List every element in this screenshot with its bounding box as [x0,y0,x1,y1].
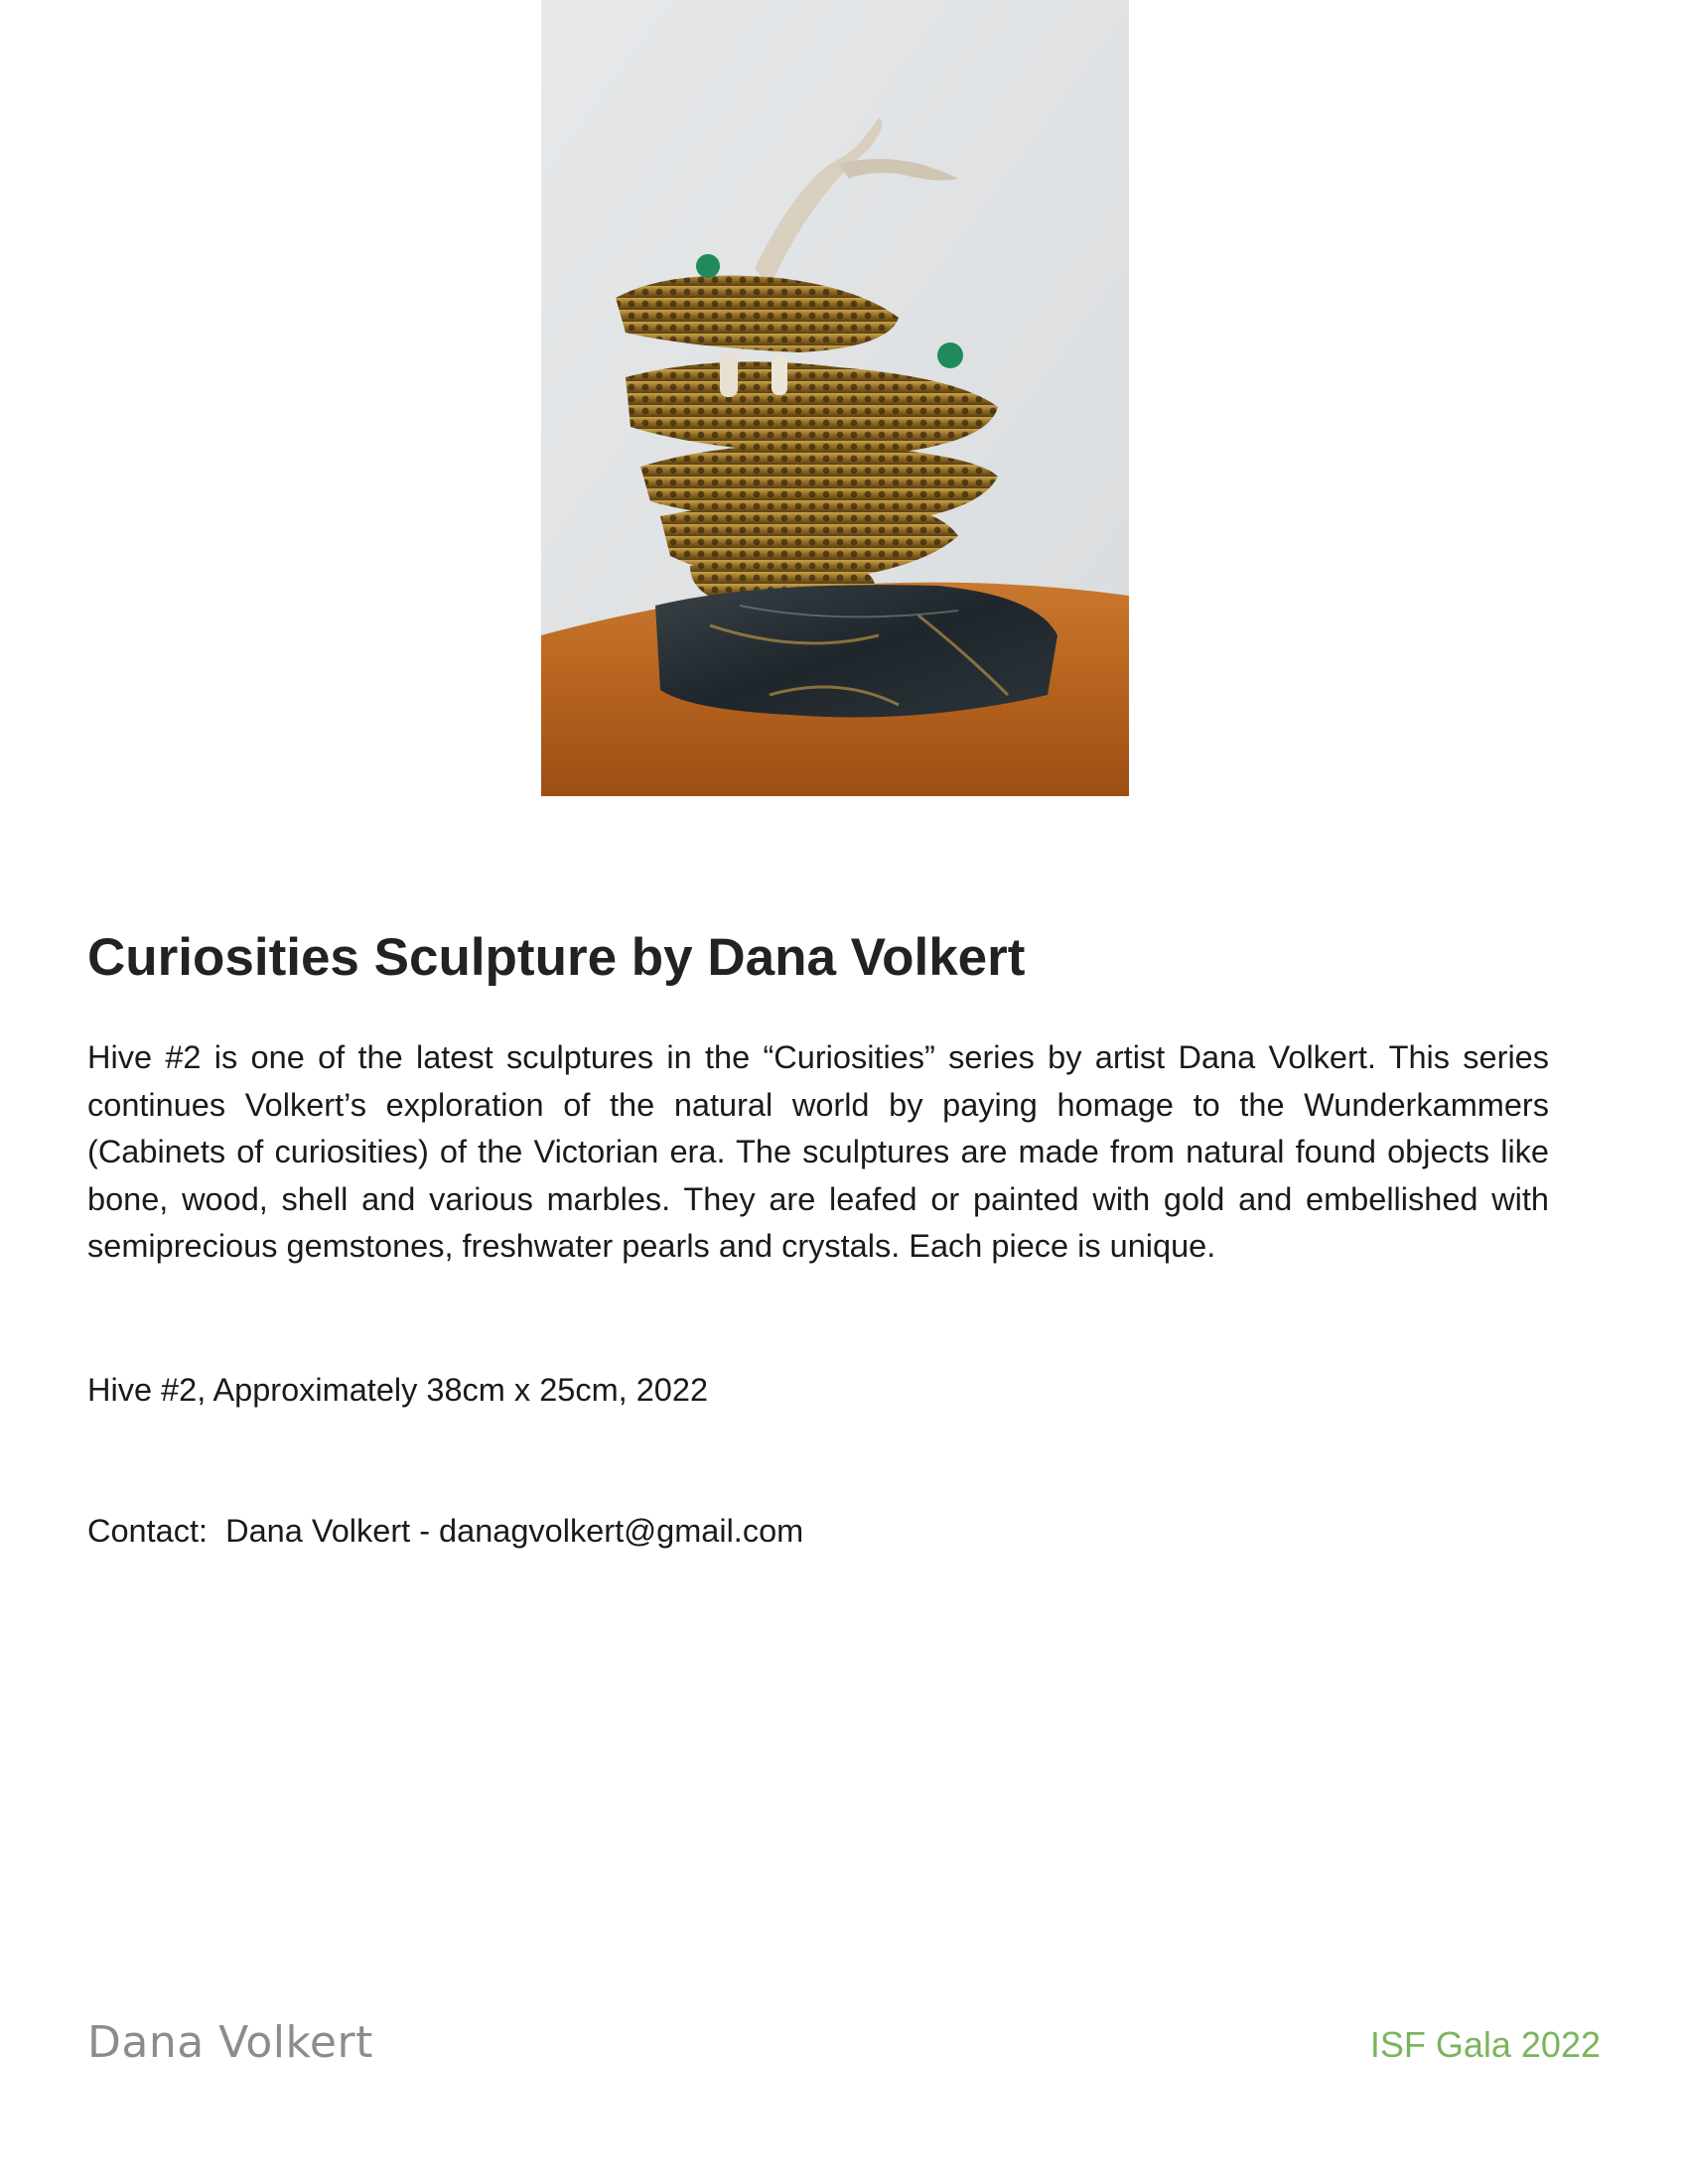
artwork-description: Hive #2 is one of the latest sculptures in the “Curiosities” series by artist Dana Volkert. This series continues Volkert’s exploration of the natural world by paying homage to the Wunderkammers (Cabinets of curiosities) of the Victorian era. The sculptures are made from natural found objects like bone, wood, shell and various marbles. They are leafed or painted with gold and embellished with semiprecious gemstones, freshwater pearls and crystals. Each piece is unique. [87,1039,1549,1264]
footer-event-name: ISF Gala 2022 [1369,2024,1601,2065]
footer-artist-name: Dana Volkert [87,2017,373,2068]
sculpture-photo [541,0,1129,796]
contact-line: Contact: Dana Volkert - danagvolkert@gmail.com [87,1513,804,1549]
artwork-details: Hive #2, Approximately 38cm x 25cm, 2022 [87,1372,709,1408]
artwork-title: Curiosities Sculpture by Dana Volkert [87,928,1026,987]
